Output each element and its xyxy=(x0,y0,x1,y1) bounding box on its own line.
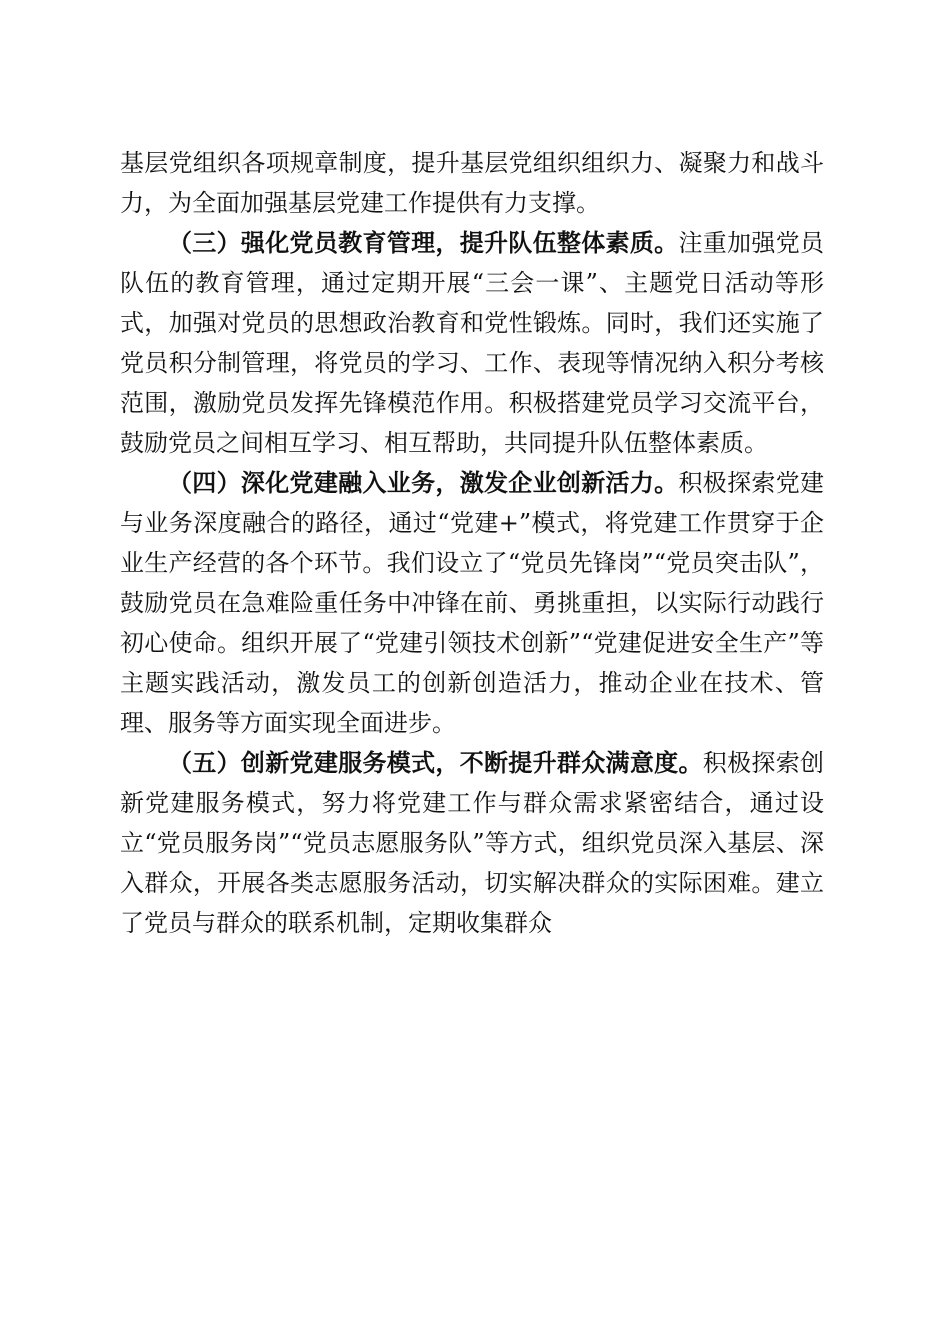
paragraph-section-5 xyxy=(120,743,824,943)
paragraph-continuation xyxy=(120,143,824,223)
section-heading: （四）深化党建融入业务，激发企业创新活力。 xyxy=(168,469,679,497)
paragraph-body: 积极探索创新党建服务模式，努力将党建工作与群众需求紧密结合，通过设立“党员服务岗”“党员志愿服务队”等方式，组织党员深入基层、深入群众，开展各类志愿服务活动，切实解决群众的实际困难。建立了党员与群众的联系机制，定期收集群众 xyxy=(120,749,825,937)
paragraph-section-3 xyxy=(120,223,824,463)
paragraph-body: 注重加强党员队伍的教育管理，通过定期开展“三会一课”、主题党日活动等形式，加强对党员的思想政治教育和党性锻炼。同时，我们还实施了党员积分制管理，将党员的学习、工作、表现等情况纳入积分考核范围，激励党员发挥先锋模范作用。积极搭建党员学习交流平台，鼓励党员之间相互学习、相互帮助，共同提升队伍整体素质。 xyxy=(120,229,825,457)
document-body xyxy=(120,143,824,943)
section-heading: （五）创新党建服务模式，不断提升群众满意度。 xyxy=(168,749,703,777)
paragraph-body: 基层党组织各项规章制度，提升基层党组织组织力、凝聚力和战斗力，为全面加强基层党建工作提供有力支撑。 xyxy=(120,149,824,217)
paragraph-section-4 xyxy=(120,463,824,743)
paragraph-body: 积极探索党建与业务深度融合的路径，通过“党建+”模式，将党建工作贯穿于企业生产经营的各个环节。我们设立了“党员先锋岗”“党员突击队”，鼓励党员在急难险重任务中冲锋在前、勇挑重担，以实际行动践行初心使命。组织开展了“党建引领技术创新”“党建促进安全生产”等主题实践活动，激发员工的创新创造活力，推动企业在技术、管理、服务等方面实现全面进步。 xyxy=(120,469,825,737)
section-heading: （三）强化党员教育管理，提升队伍整体素质。 xyxy=(168,229,679,257)
